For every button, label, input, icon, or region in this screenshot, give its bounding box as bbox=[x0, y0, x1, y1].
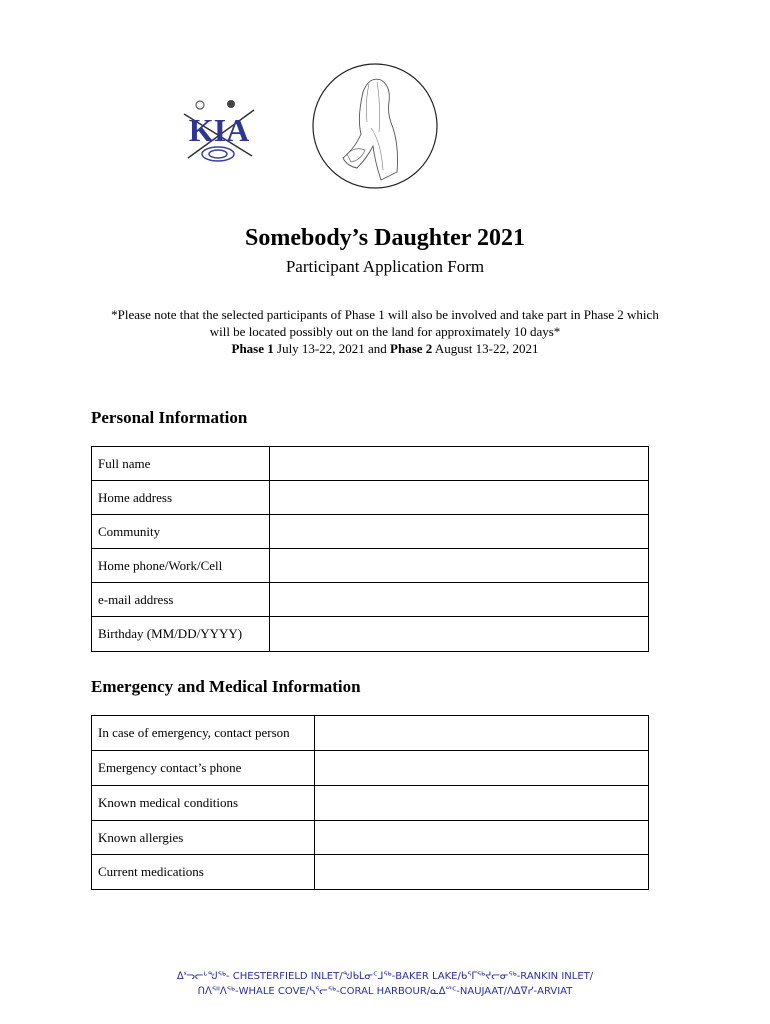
footer-line-1: ᐃᓫᓓᓕᒡᖑᖅ- CHESTERFIELD INLET/ᖑᑲᒪᓂᑦᒧᖅ-BAKER LAKE/ᑲᕐᒥᖅᔪᓕᓂᖅ-RANKIN INLET/ bbox=[176, 971, 594, 982]
allergies-label: Known allergies bbox=[92, 821, 315, 855]
medical-conditions-label: Known medical conditions bbox=[92, 786, 315, 821]
phone-label: Home phone/Work/Cell bbox=[92, 549, 270, 583]
medications-label: Current medications bbox=[92, 855, 315, 890]
medical-conditions-field[interactable] bbox=[315, 786, 649, 821]
emergency-info-table bbox=[91, 715, 649, 890]
table-row bbox=[92, 716, 649, 751]
table-row bbox=[92, 821, 649, 855]
kia-logo bbox=[178, 96, 260, 166]
table-row bbox=[92, 481, 649, 515]
table-row bbox=[92, 583, 649, 617]
table-row bbox=[92, 447, 649, 481]
emergency-phone-field[interactable] bbox=[315, 751, 649, 786]
table-row bbox=[92, 549, 649, 583]
email-field[interactable] bbox=[270, 583, 649, 617]
emergency-info-heading: Emergency and Medical Information bbox=[91, 677, 361, 696]
full-name-label: Full name bbox=[92, 447, 270, 481]
phase2-dates: August 13-22, 2021 bbox=[432, 341, 539, 356]
phone-field[interactable] bbox=[270, 549, 649, 583]
community-label: Community bbox=[92, 515, 270, 549]
personal-info-table bbox=[91, 446, 649, 652]
email-label: e-mail address bbox=[92, 583, 270, 617]
table-row bbox=[92, 617, 649, 652]
allergies-field[interactable] bbox=[315, 821, 649, 855]
table-row bbox=[92, 751, 649, 786]
page-title: Somebody’s Daughter 2021 bbox=[244, 225, 526, 251]
emergency-contact-field[interactable] bbox=[315, 716, 649, 751]
illustration-seal bbox=[311, 62, 439, 190]
emergency-contact-label: In case of emergency, contact person bbox=[92, 716, 315, 751]
full-name-field[interactable] bbox=[270, 447, 649, 481]
phase-dates bbox=[85, 340, 685, 357]
phase2-label: Phase 2 bbox=[390, 341, 433, 356]
personal-info-heading: Personal Information bbox=[91, 408, 248, 427]
emergency-phone-label: Emergency contact’s phone bbox=[92, 751, 315, 786]
phase-note-line-1: *Please note that the selected participants of Phase 1 will also be involved and take part in Phase 2 which bbox=[111, 307, 659, 322]
phase-note bbox=[85, 306, 685, 357]
birthday-field[interactable] bbox=[270, 617, 649, 652]
home-address-field[interactable] bbox=[270, 481, 649, 515]
footer-line-2: ᑎᐱᕐᐦᐱᖅ-WHALE COVE/ᓴᕐᓕᖅ-CORAL HARBOUR/ᓇᐃᔥᑦ-NAUJAAT/ᐱᐃᐁᓯ-ARVIAT bbox=[197, 986, 573, 997]
table-row bbox=[92, 786, 649, 821]
birthday-label: Birthday (MM/DD/YYYY) bbox=[92, 617, 270, 652]
phase1-label: Phase 1 bbox=[231, 341, 274, 356]
table-row bbox=[92, 515, 649, 549]
table-row bbox=[92, 855, 649, 890]
kia-logo-text: KIA bbox=[188, 112, 250, 148]
phase1-dates: July 13-22, 2021 and bbox=[273, 341, 391, 356]
phase-note-line-2: will be located possibly out on the land for approximately 10 days* bbox=[209, 324, 561, 339]
home-address-label: Home address bbox=[92, 481, 270, 515]
footer-communities bbox=[0, 969, 770, 999]
medications-field[interactable] bbox=[315, 855, 649, 890]
community-field[interactable] bbox=[270, 515, 649, 549]
page-subtitle: Participant Application Form bbox=[285, 257, 485, 276]
